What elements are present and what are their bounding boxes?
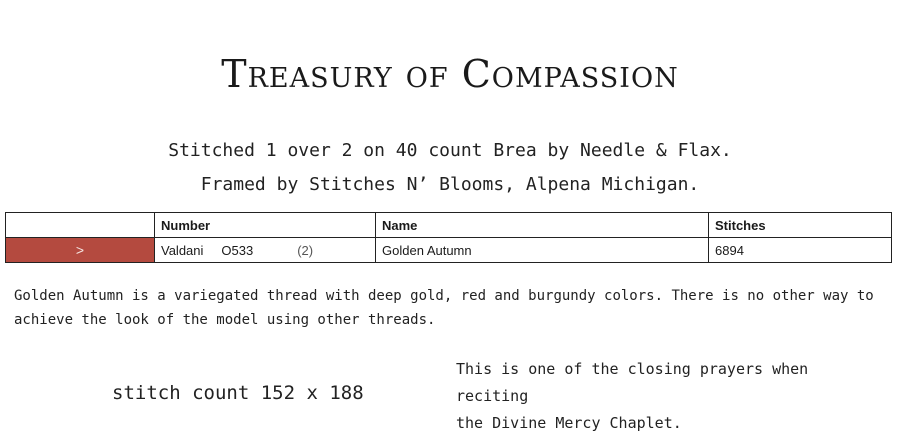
prayer-line: the Divine Mercy Chaplet. <box>456 414 682 432</box>
framed-info: Framed by Stitches N’ Blooms, Alpena Michigan. <box>200 174 700 195</box>
thread-code: O533 <box>221 242 254 258</box>
table-row <box>6 238 892 263</box>
page-title: Treasury of Compassion <box>221 52 679 96</box>
prayer-note <box>456 356 886 437</box>
thread-brand: Valdani <box>161 242 204 258</box>
description-line: achieve the look of the model using other threads. <box>14 312 436 328</box>
thread-quantity: (2) <box>297 242 314 258</box>
stitched-info: Stitched 1 over 2 on 40 count Brea by Needle & Flax. <box>168 140 732 161</box>
color-swatch-cell <box>6 238 155 263</box>
header-stitches: Stitches <box>709 213 892 238</box>
thread-name-cell: Golden Autumn <box>376 238 709 263</box>
description-line: Golden Autumn is a variegated thread with deep gold, red and burgundy colors. There is no other way to <box>14 288 874 304</box>
thread-stitches-cell: 6894 <box>709 238 892 263</box>
header-swatch <box>6 213 155 238</box>
header-number: Number <box>155 213 376 238</box>
header-name: Name <box>376 213 709 238</box>
thread-number-cell <box>155 238 376 263</box>
thread-description <box>14 284 884 332</box>
color-swatch: > <box>6 238 154 262</box>
table-header-row <box>6 213 892 238</box>
stitch-count: stitch count 152 x 188 <box>112 382 364 404</box>
prayer-line: This is one of the closing prayers when reciting <box>456 360 809 405</box>
thread-table <box>5 212 892 263</box>
